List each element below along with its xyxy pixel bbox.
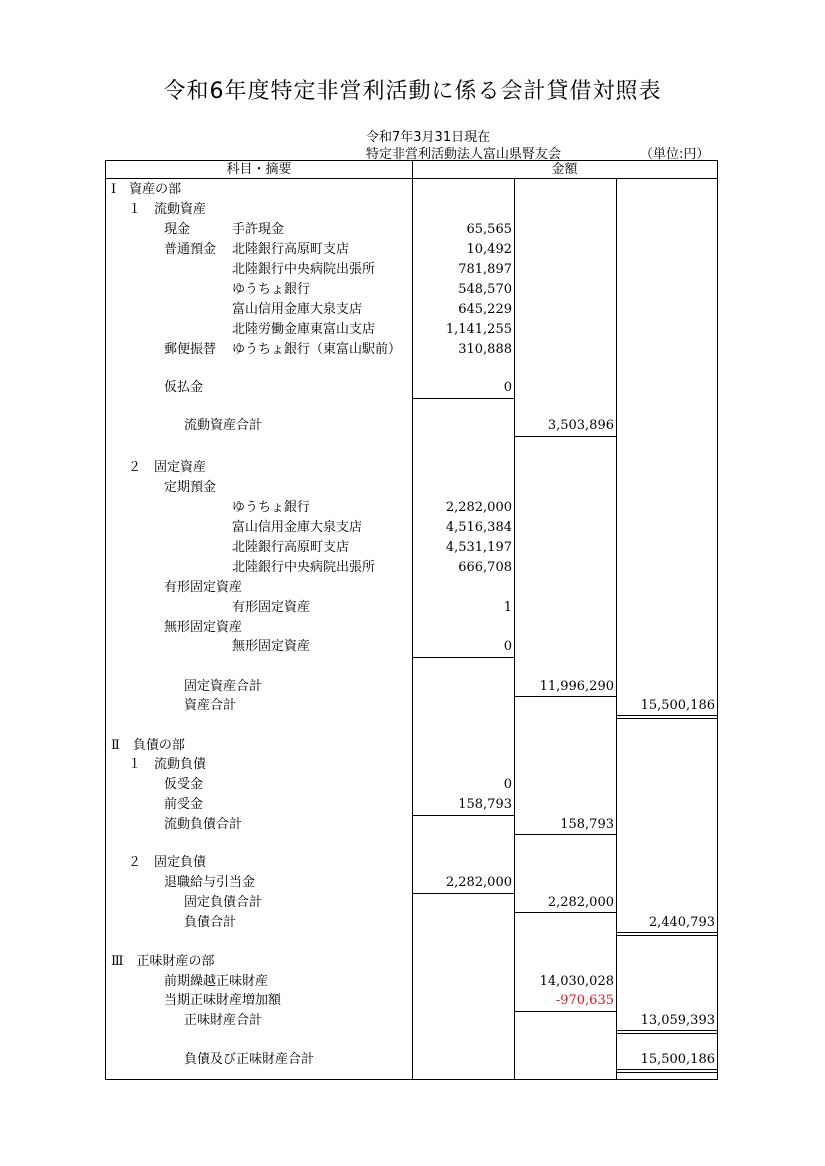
subtotal-rule [412, 657, 514, 658]
section-liabilities: Ⅱ 負債の部 [111, 738, 185, 753]
deposit-desc: ゆうちょ銀行 [232, 282, 311, 297]
current-assets-total-label: 流動資産合計 [184, 418, 263, 433]
current-liabilities-heading: １ 流動負債 [128, 757, 207, 772]
term-deposit-desc: 北陸銀行中央病院出張所 [232, 560, 376, 575]
deposit-value: 10,492 [466, 242, 512, 257]
double-rule [616, 1072, 717, 1073]
cash-desc: 手許現金 [232, 222, 285, 237]
double-rule [616, 1030, 717, 1031]
double-rule [616, 718, 717, 719]
intangible-label: 無形固定資産 [164, 620, 243, 635]
current-assets-total-value: 3,503,896 [547, 418, 614, 433]
subtotal-rule [514, 696, 616, 697]
change-net-assets-value: -970,635 [555, 993, 614, 1008]
net-assets-total-value: 13,059,393 [640, 1013, 715, 1028]
deposit-value: 781,897 [458, 262, 512, 277]
postal-desc: ゆうちょ銀行（東富山駅前） [232, 342, 402, 357]
fixed-assets-total-value: 11,996,290 [539, 679, 614, 694]
term-deposit-desc: 富山信用金庫大泉支店 [232, 520, 363, 535]
current-liabilities-total-value: 158,793 [560, 817, 614, 832]
cash-label: 現金 [164, 222, 191, 237]
intangible-value: 0 [503, 639, 512, 654]
assets-total-value: 15,500,186 [640, 698, 715, 713]
term-deposit-value: 2,282,000 [445, 500, 512, 515]
deposit-desc: 北陸銀行高原町支店 [232, 242, 350, 257]
deposit-desc: 北陸労働金庫東富山支店 [232, 322, 376, 337]
deposit-value: 548,570 [458, 282, 512, 297]
double-rule [616, 1033, 717, 1034]
term-deposit-value: 4,531,197 [445, 540, 512, 555]
cash-value: 65,565 [466, 222, 512, 237]
suspense-value: 0 [503, 380, 512, 395]
postal-label: 郵便振替 [164, 342, 217, 357]
subtotal-rule [412, 815, 514, 816]
subtotal-rule [514, 912, 616, 913]
received-label: 仮受金 [164, 777, 204, 792]
received-value: 0 [503, 777, 512, 792]
double-rule [616, 715, 717, 716]
liabilities-total-label: 負債合計 [184, 915, 237, 930]
deposit-label: 普通預金 [164, 242, 217, 257]
fixed-assets-total-label: 固定資産合計 [184, 679, 263, 694]
postal-value: 310,888 [458, 342, 512, 357]
suspense-label: 仮払金 [164, 380, 204, 395]
fixed-liabilities-total-label: 固定負債合計 [184, 895, 263, 910]
tangible-value: 1 [503, 600, 512, 615]
fixed-liabilities-heading: ２ 固定負債 [128, 855, 207, 870]
intangible-desc: 無形固定資産 [232, 639, 311, 654]
liabilities-total-value: 2,440,793 [648, 915, 715, 930]
grand-total-label: 負債及び正味財産合計 [184, 1052, 315, 1067]
net-assets-total-label: 正味財産合計 [184, 1013, 263, 1028]
assets-total-label: 資産合計 [184, 698, 237, 713]
page-title: 令和6年度特定非営利活動に係る会計貸借対照表 [163, 79, 662, 104]
term-deposit-desc: 北陸銀行高原町支店 [232, 540, 350, 555]
term-deposit-label: 定期預金 [164, 480, 217, 495]
column-header-subject: 科目・摘要 [226, 162, 292, 177]
double-rule [616, 932, 717, 933]
current-liabilities-total-label: 流動負債合計 [164, 817, 243, 832]
section-assets: Ⅰ 資産の部 [111, 182, 182, 197]
organization-name: 特定非営利活動法人富山県腎友会 [366, 147, 562, 162]
deposit-value: 645,229 [458, 302, 512, 317]
deposit-desc: 北陸銀行中央病院出張所 [232, 262, 376, 277]
term-deposit-value: 4,516,384 [445, 520, 512, 535]
fixed-liabilities-total-value: 2,282,000 [547, 895, 614, 910]
double-rule [616, 935, 717, 936]
tangible-label: 有形固定資産 [164, 580, 243, 595]
unit-label: （単位:円） [640, 147, 710, 162]
current-assets-heading: １ 流動資産 [128, 202, 207, 217]
tangible-desc: 有形固定資産 [232, 600, 311, 615]
report-date: 令和7年3月31日現在 [366, 130, 491, 145]
advance-label: 前受金 [164, 797, 204, 812]
subtotal-rule [514, 1011, 616, 1012]
column-divider [514, 179, 515, 1079]
grand-total-value: 15,500,186 [640, 1052, 715, 1067]
deposit-desc: 富山信用金庫大泉支店 [232, 302, 363, 317]
subtotal-rule [514, 834, 616, 835]
subtotal-rule [514, 436, 616, 437]
prior-net-assets-label: 前期繰越正味財産 [164, 974, 269, 989]
double-rule [616, 1069, 717, 1070]
fixed-assets-heading: ２ 固定資産 [128, 460, 207, 475]
subtotal-rule [412, 398, 514, 399]
balance-sheet-table [105, 160, 718, 1080]
column-header-amount: 金額 [551, 162, 578, 177]
retirement-label: 退職給与引当金 [164, 875, 256, 890]
term-deposit-desc: ゆうちょ銀行 [232, 500, 311, 515]
column-divider [616, 179, 617, 1079]
retirement-value: 2,282,000 [445, 875, 512, 890]
prior-net-assets-value: 14,030,028 [539, 974, 614, 989]
deposit-value: 1,141,255 [445, 322, 512, 337]
subtotal-rule [412, 893, 514, 894]
advance-value: 158,793 [458, 797, 512, 812]
change-net-assets-label: 当期正味財産増加額 [164, 993, 282, 1008]
section-net-assets: Ⅲ 正味財産の部 [111, 954, 215, 969]
term-deposit-value: 666,708 [458, 560, 512, 575]
